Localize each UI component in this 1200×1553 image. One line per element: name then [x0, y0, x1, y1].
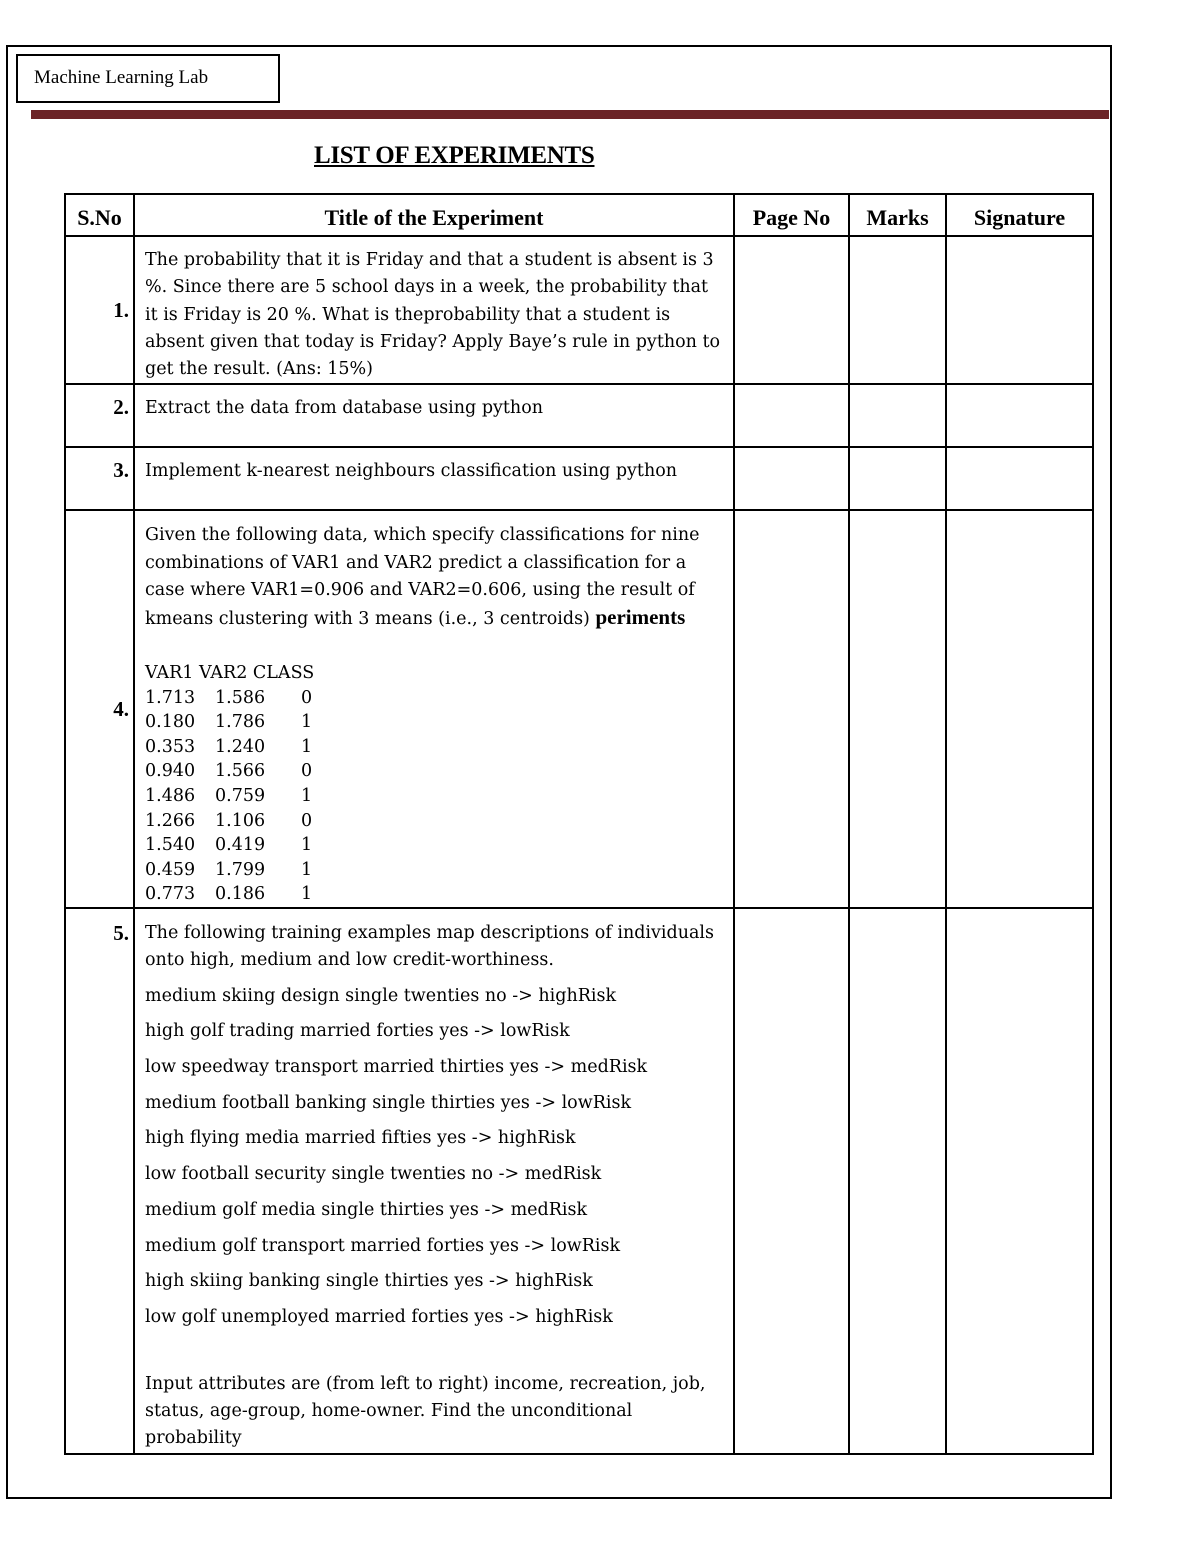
- table-row: [65, 908, 1093, 1454]
- experiment-text: The probability that it is Friday and that a student is absent is 3 %. Since there are 5 school days in a week, the probability that it is Friday is 20 %. What is theprobability that a student is absent given that today is Friday? Apply Baye’s rule in python to get the result. (Ans: 15%): [145, 250, 721, 380]
- row-number-text: 5.: [113, 921, 129, 946]
- data-table-row: [145, 759, 723, 784]
- row-number: [65, 384, 134, 447]
- training-example: low football security single twenties no -> medRisk: [145, 1164, 602, 1185]
- data-table-cell: 1: [301, 859, 313, 880]
- signature-cell: [946, 510, 1093, 908]
- data-table-cell: 0: [301, 687, 313, 708]
- table-header-row: [65, 194, 1093, 236]
- data-table-cell: 0.180: [145, 712, 196, 733]
- data-table-row: [145, 686, 723, 711]
- data-table-row: [145, 858, 723, 883]
- row-number-text: 1.: [113, 297, 129, 322]
- data-table: [145, 686, 723, 907]
- data-table-cell: 1.713: [145, 687, 196, 708]
- data-table-cell: 1.786: [215, 712, 266, 733]
- marks-cell: [849, 384, 946, 447]
- data-table-cell: 0.773: [145, 884, 196, 905]
- data-table-cell: 0.186: [215, 884, 266, 905]
- table-row: [65, 510, 1093, 908]
- experiment-text: [145, 522, 723, 633]
- page-no-cell: [734, 510, 849, 908]
- page-no-cell: [734, 447, 849, 510]
- col-header-sno: S.No: [65, 194, 134, 236]
- row-number-text: 4.: [113, 696, 129, 721]
- training-example: medium golf media single thirties yes -> medRisk: [145, 1199, 588, 1220]
- data-table-row: [145, 735, 723, 760]
- data-table-cell: 1.799: [215, 859, 266, 880]
- lab-name: Machine Learning Lab: [34, 67, 209, 88]
- experiment-title: [134, 510, 734, 908]
- data-table-row: [145, 833, 723, 858]
- col-header-title: Title of the Experiment: [134, 194, 734, 236]
- data-table-cell: 0: [301, 810, 313, 831]
- table-row: [65, 447, 1093, 510]
- row-number-text: 3.: [113, 458, 129, 483]
- training-example: high skiing banking single thirties yes -> highRisk: [145, 1271, 593, 1292]
- training-example: medium football banking single thirties yes -> lowRisk: [145, 1092, 632, 1113]
- experiment-text: The following training examples map descriptions of individuals onto high, medium and low credit-worthiness.: [145, 923, 714, 971]
- row-number: [65, 510, 134, 908]
- experiment-text: Implement k-nearest neighbours classification using python: [145, 461, 678, 482]
- header-rule: [31, 110, 1109, 119]
- signature-cell: [946, 447, 1093, 510]
- data-table-cell: 0.459: [145, 859, 196, 880]
- col-header-page-no: Page No: [734, 194, 849, 236]
- page-no-cell: [734, 384, 849, 447]
- lab-name-box: [16, 54, 280, 103]
- data-table-cell: 0.419: [215, 835, 266, 856]
- experiment-title: [134, 384, 734, 447]
- experiment-footer-text: Input attributes are (from left to right) income, recreation, job, status, age-group, home-owner. Find the unconditional probability: [145, 1373, 706, 1449]
- row-number: [65, 447, 134, 510]
- data-table-row: [145, 710, 723, 735]
- data-table-cell: 1.540: [145, 835, 196, 856]
- data-table-cell: 1.266: [145, 810, 196, 831]
- marks-cell: [849, 236, 946, 384]
- data-table-cell: 1: [301, 786, 313, 807]
- experiment-text: Extract the data from database using python: [145, 398, 544, 419]
- marks-cell: [849, 447, 946, 510]
- experiments-table: [64, 193, 1094, 1455]
- page-no-cell: [734, 236, 849, 384]
- row-number: [65, 908, 134, 1454]
- experiment-text-main: Given the following data, which specify classifications for nine combinations of VAR1 and VAR2 predict a classification for a case where VAR1=0.906 and VAR2=0.606, using the result of kmeans clustering with 3 means (i.e., 3 centroids): [145, 525, 700, 630]
- data-table-header: VAR1 VAR2 CLASS: [145, 662, 315, 683]
- page-no-cell: [734, 908, 849, 1454]
- data-table-cell: 1: [301, 736, 313, 757]
- training-examples: [145, 979, 723, 1336]
- training-example: low speedway transport married thirties yes -> medRisk: [145, 1057, 648, 1078]
- col-header-marks: Marks: [849, 194, 946, 236]
- training-example: high golf trading married forties yes -> lowRisk: [145, 1021, 570, 1042]
- experiment-title: [134, 447, 734, 510]
- data-table-row: [145, 809, 723, 834]
- marks-cell: [849, 510, 946, 908]
- page-title: LIST OF EXPERIMENTS: [314, 142, 595, 169]
- experiment-title: [134, 908, 734, 1454]
- data-table-row: [145, 784, 723, 809]
- data-table-cell: 1: [301, 712, 313, 733]
- table-row: [65, 384, 1093, 447]
- data-table-cell: 0.353: [145, 736, 196, 757]
- marks-cell: [849, 908, 946, 1454]
- data-table-cell: 1.566: [215, 761, 266, 782]
- data-table-cell: 0: [301, 761, 313, 782]
- row-number-text: 2.: [113, 395, 129, 420]
- signature-cell: [946, 384, 1093, 447]
- training-example: low golf unemployed married forties yes -> highRisk: [145, 1306, 613, 1327]
- col-header-signature: Signature: [946, 194, 1093, 236]
- training-example: medium golf transport married forties yes -> lowRisk: [145, 1235, 621, 1256]
- data-table-cell: 1: [301, 835, 313, 856]
- training-example: high flying media married fifties yes -> highRisk: [145, 1128, 576, 1149]
- data-table-cell: 1.240: [215, 736, 266, 757]
- table-row: [65, 236, 1093, 384]
- experiment-title: [134, 236, 734, 384]
- row-number: [65, 236, 134, 384]
- data-table-cell: 1.106: [215, 810, 266, 831]
- training-example: medium skiing design single twenties no -> highRisk: [145, 985, 617, 1006]
- signature-cell: [946, 908, 1093, 1454]
- data-table-cell: 1.486: [145, 786, 196, 807]
- experiment-text-suffix: periments: [595, 605, 686, 630]
- data-table-row: [145, 882, 723, 907]
- data-table-cell: 1.586: [215, 687, 266, 708]
- data-table-cell: 1: [301, 884, 313, 905]
- data-table-cell: 0.940: [145, 761, 196, 782]
- signature-cell: [946, 236, 1093, 384]
- data-table-cell: 0.759: [215, 786, 266, 807]
